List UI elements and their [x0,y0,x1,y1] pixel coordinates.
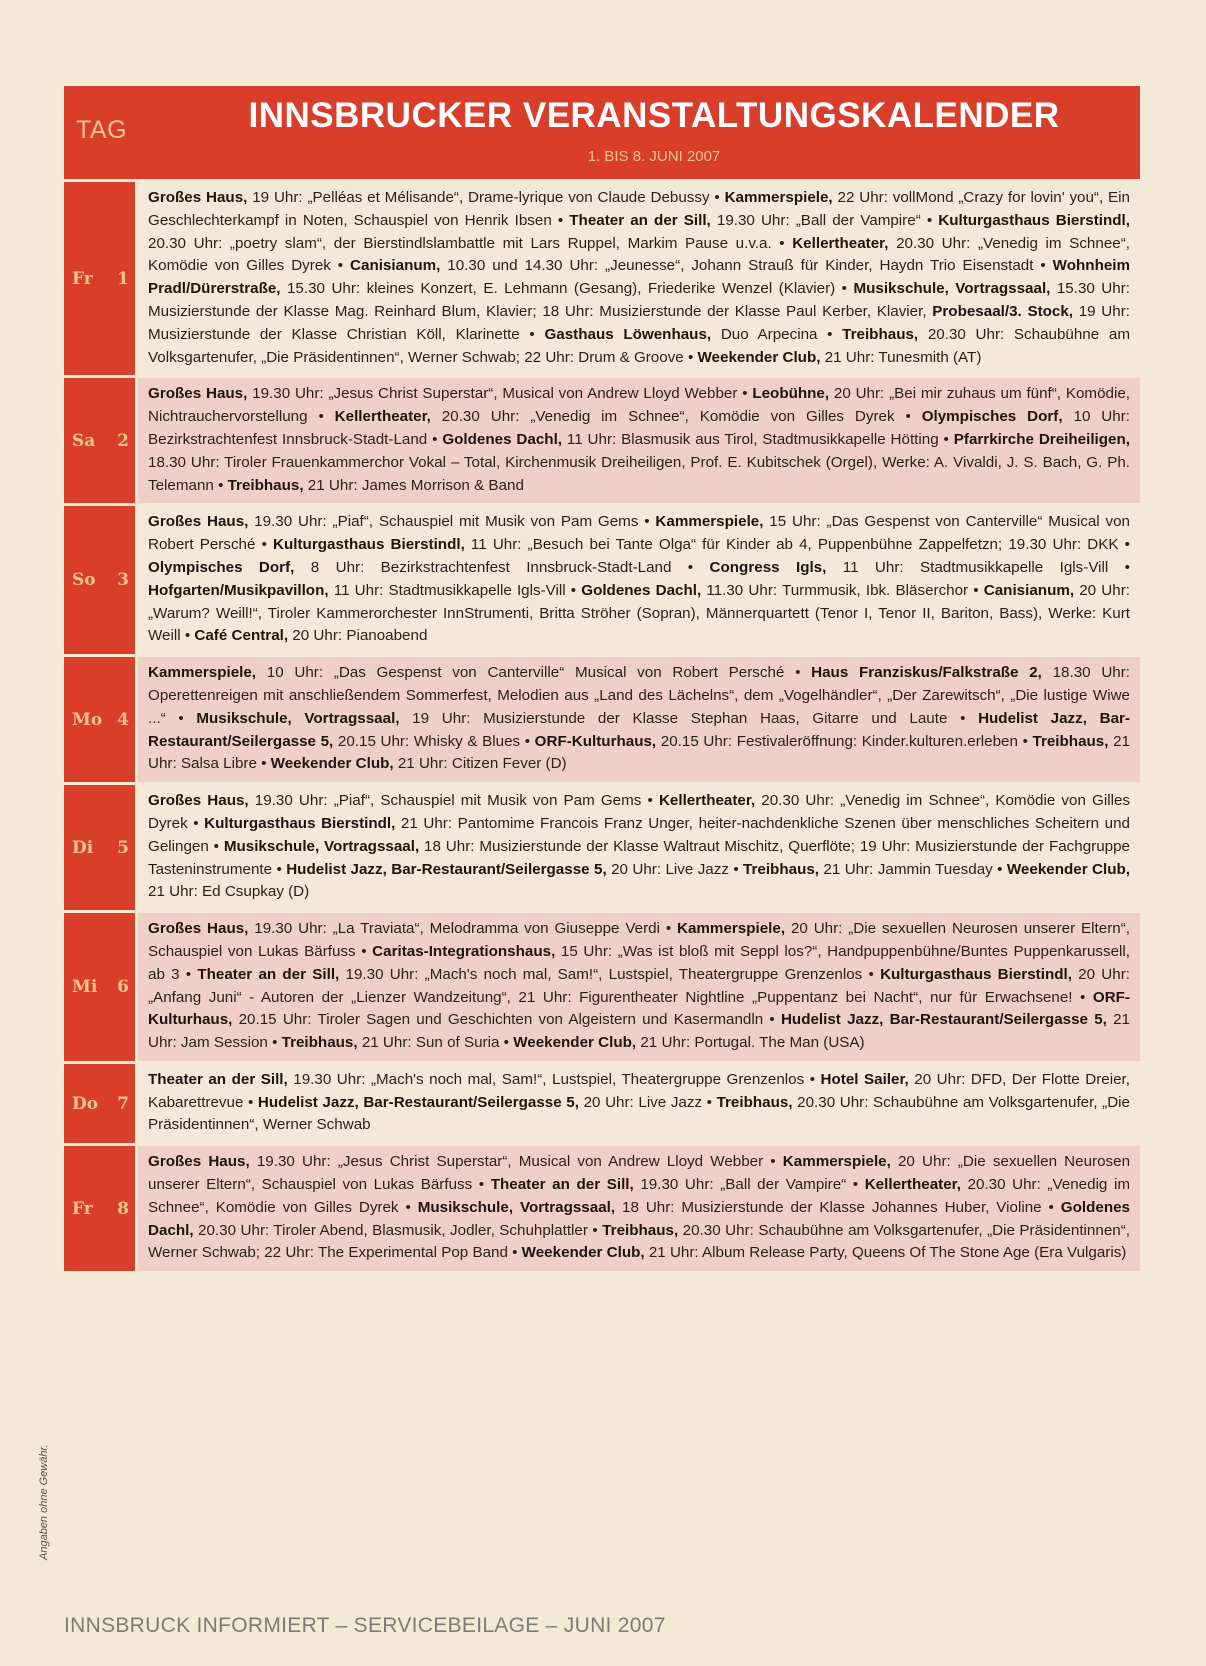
weekday-label: Fr [72,268,93,289]
event-details: 20.30 Uhr: „Venedig im Schnee“, Komödie von Gilles Dyrek • [430,408,922,426]
weekday-label: Do [72,1093,99,1114]
event-details: 11 Uhr: Stadtmusikkapelle Igls-Vill • [328,581,582,599]
event-details: 10 Uhr: Bezirkstrachtenfest Innsbruck-Stadt-Land • [148,408,1130,448]
venue-name: Kellertheater, [864,1176,961,1194]
weekday-label: So [72,570,96,591]
venue-name: Treibhaus, [1032,732,1109,750]
venue-name: Olympisches Dorf, [148,558,295,576]
venue-name: Musikschule, Vortragssaal, [853,280,1051,298]
date-number: 6 [117,977,129,997]
event-details: 21 Uhr: Album Release Party, Queens Of The Stone Age (Era Vulgaris) [644,1244,1127,1262]
venue-name: Kellertheater, [334,408,431,426]
day-events [138,913,1140,1061]
event-details: 20 Uhr: DFD, Der Flotte Dreier, Kabarettrevue • [148,1070,1130,1111]
event-details: 20 Uhr: „Die sexuellen Neurosen unserer Eltern“, Schauspiel von Lukas Bärfuss • [148,1153,1131,1194]
event-details: 20 Uhr: „Anfang Juni“ - Autoren der „Lienzer Wandzeitung“, 21 Uhr: Figurentheater Nightline „Puppentanz bei Nacht“, nur für Erwachsene! • [148,965,1130,1006]
event-details: 21 Uhr: Pantomime Francois Franz Unger, heiter-nachdenkliche Szenen über menschliches Scheitern und Gelingen • [148,814,1130,855]
day-cell [64,1146,135,1271]
venue-name: Großes Haus, [148,385,248,403]
day-cell [64,1064,135,1143]
venue-name: Hotel Sailer, [820,1070,909,1088]
date-number: 8 [117,1198,129,1219]
event-details: 15.30 Uhr: kleines Konzert, E. Lehmann (Gesang), Friederike Wenzel (Klavier) • [280,280,854,298]
calendar-header [64,86,1140,179]
date-number: 3 [117,570,129,591]
event-details: Duo Arpecina • [711,325,843,343]
event-details: 20 Uhr: „Die sexuellen Neurosen unserer Eltern“, Schauspiel von Lukas Bärfuss • [148,920,1131,960]
venue-name: ORF-Kulturhaus, [534,732,657,750]
event-details: 19 Uhr: „Pelléas et Mélisande“, Drame-lyrique von Claude Debussy • [247,189,725,206]
day-row [64,503,1140,654]
venue-name: Canisianum, [983,581,1075,599]
venue-name: Kammerspiele, [724,189,833,206]
event-details: 21 Uhr: Citizen Fever (D) [393,755,567,773]
event-details: 15.30 Uhr: Musizierstunde der Klasse Mag. Reinhard Blum, Klavier; 18 Uhr: Musizierstunde der Klasse Paul Kerber, Klavier, [148,280,1130,320]
venue-name: Canisianum, [350,257,441,275]
day-events [138,1064,1140,1143]
event-details: 20.30 Uhr: „Venedig im Schnee“, Komödie von Gilles Dyrek • [148,792,1131,832]
venue-name: Hudelist Jazz, Bar-Restaurant/Seilergasse 5, [286,860,607,878]
venue-name: Gasthaus Löwenhaus, [544,325,712,343]
venue-name: Pfarrkirche Dreiheiligen, [953,430,1130,448]
event-details: 19.30 Uhr: „Mach's noch mal, Sam!“, Lustspiel, Theatergruppe Grenzenlos • [287,1070,821,1088]
event-details: 21 Uhr: Ed Csupkay (D) [148,883,310,901]
day-cell [64,913,135,1061]
event-details: 20 Uhr: „Bei mir zuhaus um fünf“, Komödie, Nichtrauchervorstellung • [148,385,1131,426]
venue-name: Weekender Club, [1006,860,1130,878]
venue-name: Haus Franziskus/Falkstraße 2, [811,664,1042,682]
event-details: 19 Uhr: Musizierstunde der Klasse Stephan Haas, Gitarre und Laute • [399,709,979,727]
event-details: 21 Uhr: Sun of Suria • [357,1034,514,1052]
event-details: 18 Uhr: Musizierstunde der Klasse Waltraut Mischitz, Querflöte; 19 Uhr: Musizierstunde der Fachgruppe Tasteninstrumente • [148,837,1131,878]
event-details: 21 Uhr: Jam Session • [148,1011,1130,1052]
day-row [64,910,1140,1061]
event-details: 19.30 Uhr: „Piaf“, Schauspiel mit Musik von Pam Gems • [248,792,659,810]
event-details: 20.30 Uhr: Tiroler Abend, Blasmusik, Jodler, Schuhplattler • [193,1221,603,1239]
venue-name: Goldenes Dachl, [148,1198,1130,1239]
venue-name: Theater an der Sill, [569,211,711,229]
day-events [138,1146,1140,1271]
venue-name: Caritas-Integrationshaus, [372,942,556,960]
event-details: 18.30 Uhr: Operettenreigen mit anschließendem Sommerfest, Melodien aus „Land des Lächelns“, dem „Vogelhändler“, „Der Zarewitsch“, „Die lustige Wiwe ...“ • [148,664,1131,727]
venue-name: Kellertheater, [792,234,889,252]
venue-name: Treibhaus, [602,1221,679,1239]
day-events [138,506,1140,654]
event-details: 20.15 Uhr: Festivaleröffnung: Kinder.kulturen.erleben • [656,732,1033,750]
venue-name: Kellertheater, [658,792,756,810]
event-details: 20.30 Uhr: Schaubühne am Volksgartenufer, „Die Präsidentinnen“, Werner Schwab; 22 Uhr: The Experimental Pop Band • [148,1221,1130,1262]
day-cell [64,785,135,910]
venue-name: Goldenes Dachl, [581,581,702,599]
venue-name: Kulturgasthaus Bierstindl, [880,965,1072,983]
venue-name: Großes Haus, [148,792,249,810]
venue-name: Kammerspiele, [655,513,764,531]
event-details: 19.30 Uhr: „Piaf“, Schauspiel mit Musik von Pam Gems • [248,513,656,531]
weekday-label: Mo [72,709,103,730]
day-row [64,782,1140,910]
venue-name: Weekender Club, [270,755,394,773]
disclaimer-note: Angaben ohne Gewähr. [38,1444,50,1560]
date-number: 7 [117,1093,129,1114]
event-details: 21 Uhr: Portugal. The Man (USA) [636,1034,865,1052]
event-details: 20.30 Uhr: Schaubühne am Volksgartenufer, „Die Präsidentinnen“, Werner Schwab; 22 Uhr: Drum & Groove • [148,325,1130,366]
venue-name: Großes Haus, [148,1153,250,1171]
venue-name: Großes Haus, [148,189,248,206]
day-row [64,1143,1140,1271]
day-events [138,378,1140,503]
page-footer: INNSBRUCK INFORMIERT – SERVICEBEILAGE – JUNI 2007 [64,1614,666,1637]
event-details: 18.30 Uhr: Tiroler Frauenkammerchor Vokal – Total, Kirchenmusik Dreiheiligen, Prof. E. Kubitschek (Orgel), Werke: A. Vivaldi, J. S. Bach, G. Ph. Telemann • [148,453,1130,494]
event-details: 21 Uhr: Tunesmith (AT) [820,348,982,366]
event-calendar [64,86,1140,1271]
event-details: 20.30 Uhr: „poetry slam“, der Bierstindlslambattle mit Lars Ruppel, Markim Pause u.v.a. • [148,234,793,252]
event-details: 20.15 Uhr: Tiroler Sagen und Geschichten von Algeistern und Kasermandln • [232,1011,781,1029]
venue-name: Wohnheim Pradl/Dürerstraße, [148,257,1131,298]
event-details: 19.30 Uhr: „La Traviata“, Melodramma von Giuseppe Verdi • [248,920,678,938]
event-details: 11 Uhr: Stadtmusikkapelle Igls-Vill • [826,558,1130,576]
day-row [64,375,1140,503]
venue-name: Leobühne, [752,385,830,403]
date-range: 1. BIS 8. JUNI 2007 [587,148,721,165]
venue-name: Treibhaus, [227,476,304,494]
event-details: 20.15 Uhr: Whisky & Blues • [333,732,535,750]
venue-name: Probesaal/3. Stock, [932,302,1074,320]
venue-name: Kulturgasthaus Bierstindl, [204,814,396,832]
event-details: 20 Uhr: Live Jazz • [606,860,744,878]
event-details: 19.30 Uhr: „Jesus Christ Superstar“, Musical von Andrew Lloyd Webber • [249,1153,783,1171]
day-row [64,654,1140,782]
day-cell [64,657,135,782]
day-events [138,657,1140,782]
venue-name: Hudelist Jazz, Bar-Restaurant/Seilergasse 5, [780,1011,1107,1029]
venue-name: Musikschule, Vortragssaal, [417,1198,616,1216]
date-number: 1 [117,268,129,289]
event-details: 11 Uhr: „Besuch bei Tante Olga“ für Kinder ab 4, Puppenbühne Zappelfetzn; 19.30 Uhr: DKK • [464,536,1130,554]
event-details: 19.30 Uhr: „Ball der Vampire“ • [633,1176,865,1194]
weekday-label: Sa [72,430,96,451]
venue-name: Treibhaus, [716,1093,793,1111]
event-details: 19 Uhr: Musizierstunde der Klasse Christian Köll, Klarinette • [148,302,1130,343]
event-details: 11.30 Uhr: Turmmusik, Ibk. Bläserchor • [701,581,984,599]
venue-name: Weekender Club, [513,1034,637,1052]
day-column-label: TAG [76,116,128,144]
venue-name: Treibhaus, [281,1034,358,1052]
event-details: 19.30 Uhr: „Ball der Vampire“ • [710,211,939,229]
date-number: 2 [117,430,129,451]
venue-name: Weekender Club, [697,348,821,366]
venue-name: Theater an der Sill, [148,1070,288,1088]
event-details: 15 Uhr: „Das Gespenst von Canterville“ Musical von Robert Persché • [148,513,1130,554]
venue-name: Hofgarten/Musikpavillon, [148,581,329,599]
weekday-label: Mi [72,977,98,997]
event-details: 20.30 Uhr: „Venedig im Schnee“, Komödie von Gilles Dyrek • [148,234,1130,275]
event-details: 20 Uhr: Pianoabend [288,627,428,645]
day-row [64,179,1140,375]
venue-name: Weekender Club, [521,1244,645,1262]
venue-name: Hudelist Jazz, Bar-Restaurant/Seilergasse 5, [257,1093,579,1111]
event-details: 21 Uhr: James Morrison & Band [303,476,524,494]
event-details: 15 Uhr: „Was ist bloß mit Seppl los?“, Handpuppenbühne/Buntes Puppenkarussell, ab 3 • [148,942,1131,983]
venue-name: Goldenes Dachl, [442,430,563,448]
day-rows [64,179,1140,1271]
event-details: 19.30 Uhr: „Jesus Christ Superstar“, Musical von Andrew Lloyd Webber • [247,385,753,403]
day-events [138,182,1140,375]
calendar-title: INNSBRUCKER VERANSTALTUNGSKALENDER [248,96,1060,135]
venue-name: Treibhaus, [842,325,919,343]
event-details: 21 Uhr: Salsa Libre • [148,732,1130,773]
venue-name: Café Central, [194,627,289,645]
date-number: 4 [117,709,129,730]
day-row [64,1061,1140,1143]
venue-name: Kammerspiele, [148,664,257,682]
day-cell [64,182,135,375]
day-cell [64,506,135,654]
event-details: 8 Uhr: Bezirkstrachtenfest Innsbruck-Stadt-Land • [294,558,710,576]
venue-name: ORF-Kulturhaus, [148,988,1130,1029]
event-details: 20.30 Uhr: „Venedig im Schnee“, Komödie von Gilles Dyrek • [148,1176,1131,1216]
event-details: 10 Uhr: „Das Gespenst von Canterville“ Musical von Robert Persché • [256,664,812,682]
event-details: 20 Uhr: Live Jazz • [578,1093,717,1111]
venue-name: Kulturgasthaus Bierstindl, [273,536,465,554]
event-details: 18 Uhr: Musizierstunde der Klasse Johannes Huber, Violine • [615,1198,1061,1216]
event-details: 22 Uhr: vollMond „Crazy for lovin' you“, Ein Geschlechterkampf in Noten, Schauspiel von Henrik Ibsen • [148,189,1130,229]
event-details: 10.30 und 14.30 Uhr: „Jeunesse“, Johann Strauß für Kinder, Haydn Trio Eisenstadt • [440,257,1053,275]
day-events [138,785,1140,910]
venue-name: Theater an der Sill, [197,965,340,983]
venue-name: Hudelist Jazz, Bar-Restaurant/Seilergasse 5, [148,709,1130,750]
day-cell [64,378,135,503]
venue-name: Musikschule, Vortragssaal, [223,837,420,855]
event-details: 11 Uhr: Blasmusik aus Tirol, Stadtmusikkapelle Hötting • [562,430,954,448]
weekday-label: Fr [72,1198,93,1219]
venue-name: Großes Haus, [148,920,249,938]
venue-name: Congress Igls, [709,558,827,576]
venue-name: Kammerspiele, [782,1153,891,1171]
venue-name: Theater an der Sill, [490,1176,634,1194]
venue-name: Olympisches Dorf, [921,408,1063,426]
event-details: 21 Uhr: Jammin Tuesday • [819,860,1007,878]
event-details: 20 Uhr: „Warum? Weill!“, Tiroler Kammerorchester InnStrumenti, Britta Ströher (Sopran), Männerquartett (Tenor I, Tenor II, Bariton, Bass), Werke: Kurt Weill • [148,581,1130,645]
venue-name: Großes Haus, [148,513,249,531]
weekday-label: Di [72,837,94,858]
event-details: 20.30 Uhr: Schaubühne am Volksgartenufer, „Die Präsidentinnen“, Werner Schwab [148,1093,1130,1134]
date-number: 5 [117,837,129,858]
event-details: 19.30 Uhr: „Mach's noch mal, Sam!“, Lustspiel, Theatergruppe Grenzenlos • [339,965,881,983]
venue-name: Kulturgasthaus Bierstindl, [938,211,1130,229]
venue-name: Treibhaus, [743,860,820,878]
venue-name: Kammerspiele, [677,920,786,938]
venue-name: Musikschule, Vortragssaal, [196,709,400,727]
